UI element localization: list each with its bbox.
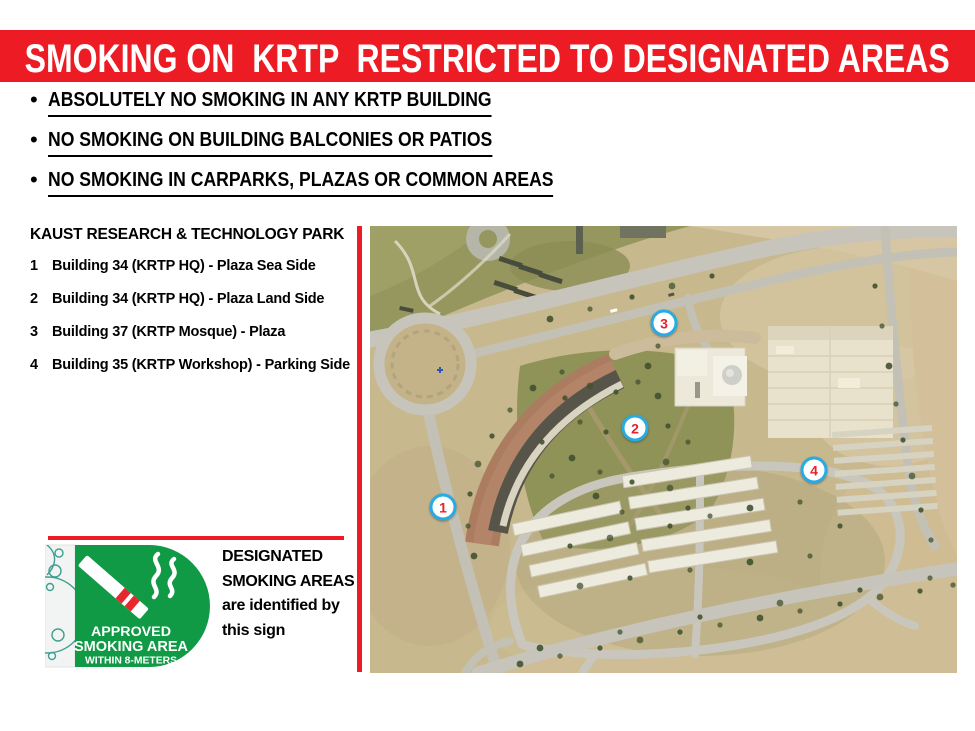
legend-panel bbox=[30, 226, 355, 390]
map-marker-4: 4 bbox=[801, 457, 828, 484]
legend-item-number: 1 bbox=[30, 258, 38, 274]
note-line: DESIGNATED bbox=[222, 548, 323, 565]
approved-smoking-sign bbox=[45, 541, 215, 671]
aerial-map-image bbox=[370, 226, 957, 673]
designated-note bbox=[222, 545, 354, 643]
legend-item-label: Building 34 (KRTP HQ) - Plaza Sea Side bbox=[52, 258, 316, 274]
rule-text: • ABSOLUTELY NO SMOKING IN ANY KRTP BUILDING bbox=[48, 89, 492, 117]
rule-item bbox=[30, 168, 622, 197]
note-line: this sign bbox=[222, 621, 286, 639]
legend-item-number: 2 bbox=[30, 291, 38, 307]
map-marker-1: 1 bbox=[430, 494, 457, 521]
map-marker-2: 2 bbox=[622, 415, 649, 442]
legend-item bbox=[30, 258, 355, 274]
legend-item-number: 3 bbox=[30, 324, 38, 340]
legend-item bbox=[30, 291, 355, 307]
red-vertical-divider bbox=[357, 226, 362, 672]
legend-item-number: 4 bbox=[30, 357, 38, 373]
note-line: are identified by bbox=[222, 597, 340, 614]
rule-item bbox=[30, 88, 622, 117]
page-title: SMOKING ON KRTP RESTRICTED TO DESIGNATED AREAS bbox=[24, 37, 951, 81]
legend-item-label: Building 34 (KRTP HQ) - Plaza Land Side bbox=[52, 291, 325, 307]
legend-item-label: Building 35 (KRTP Workshop) - Parking Side bbox=[52, 357, 351, 373]
legend-item bbox=[30, 357, 355, 373]
title-banner bbox=[0, 30, 975, 82]
rule-text: • NO SMOKING ON BUILDING BALCONIES OR PATIOS bbox=[48, 129, 492, 157]
aerial-map bbox=[370, 226, 957, 673]
sign-line2: SMOKING AREA bbox=[74, 638, 189, 655]
note-line: SMOKING AREAS bbox=[222, 572, 355, 590]
red-horizontal-line bbox=[48, 536, 344, 540]
sign-line3: WITHIN 8-METERS bbox=[85, 655, 178, 667]
legend-item bbox=[30, 324, 355, 340]
map-marker-3: 3 bbox=[651, 310, 678, 337]
sign-line1: APPROVED bbox=[91, 624, 172, 639]
legend-item-label: Building 37 (KRTP Mosque) - Plaza bbox=[52, 324, 286, 340]
rule-item bbox=[30, 128, 622, 157]
legend-title: KAUST RESEARCH & TECHNOLOGY PARK bbox=[30, 226, 345, 243]
rules-list bbox=[30, 88, 622, 208]
rule-text: • NO SMOKING IN CARPARKS, PLAZAS OR COMMON AREAS bbox=[48, 169, 554, 197]
